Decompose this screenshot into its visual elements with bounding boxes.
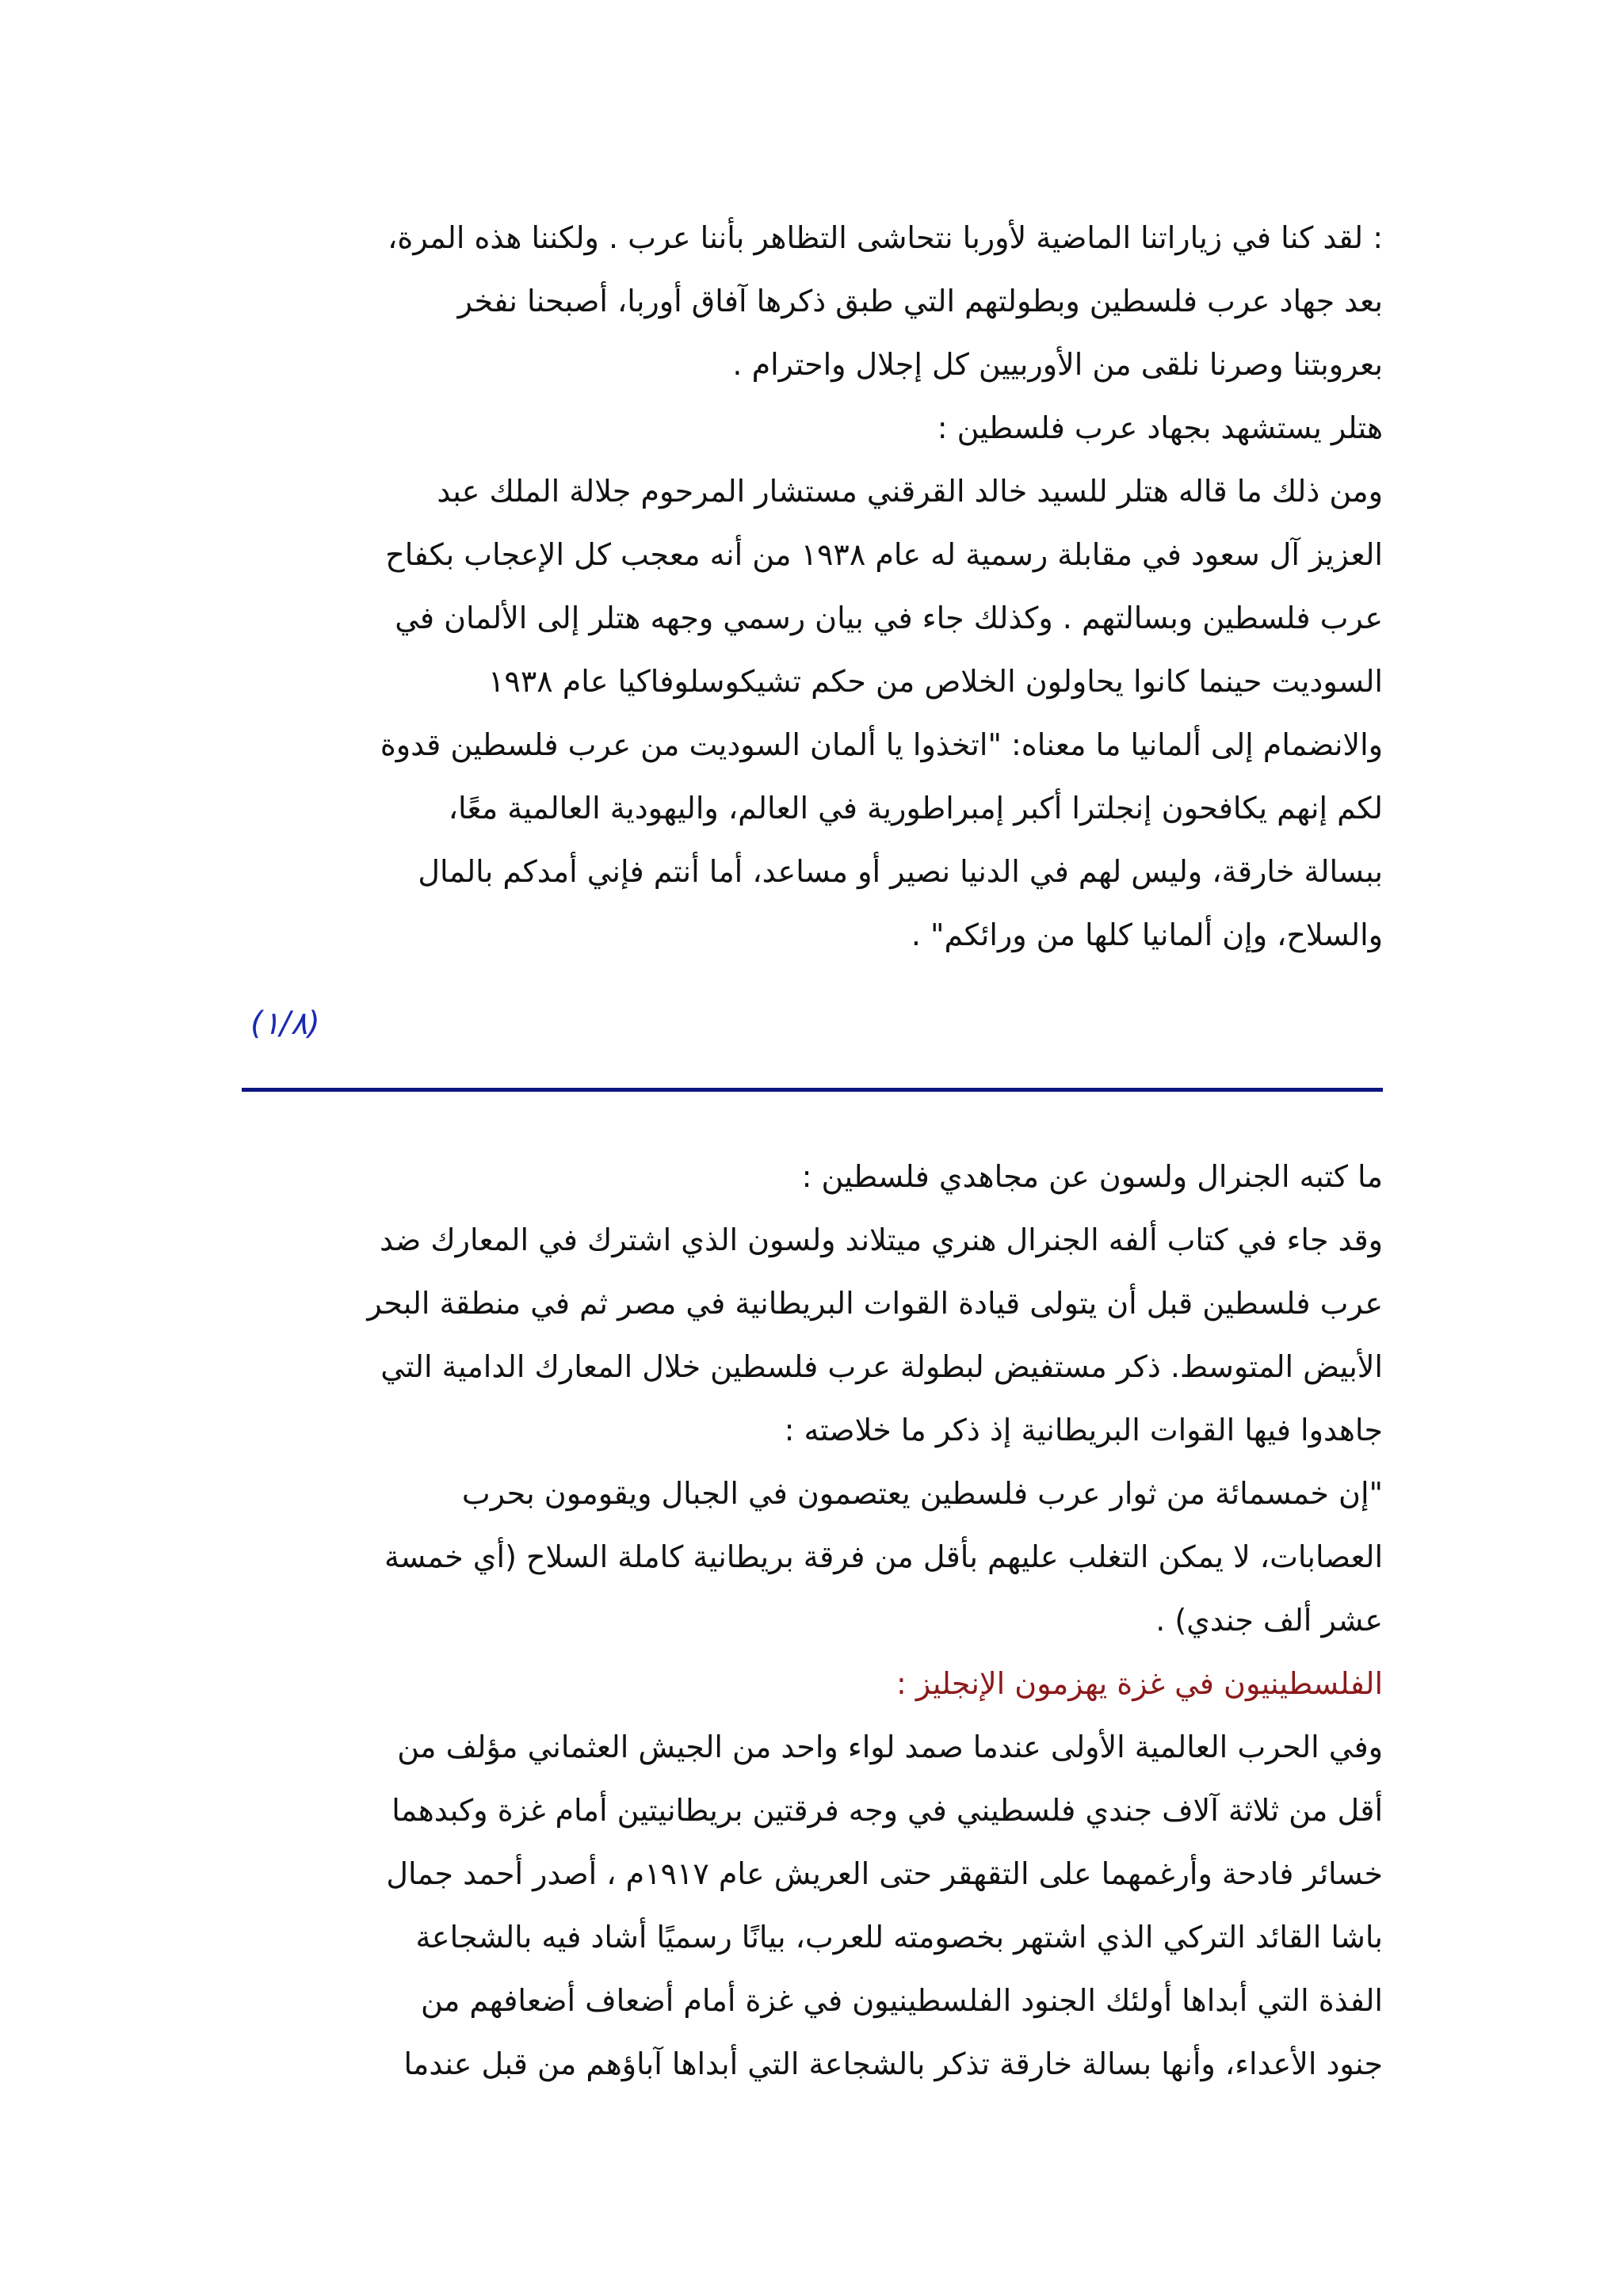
section-1-text <box>242 206 1383 967</box>
text-line: وفي الحرب العالمية الأولى عندما صمد لواء واحد من الجيش العثماني مؤلف من <box>397 1730 1383 1764</box>
page-number: (١/٨) <box>250 1005 320 1042</box>
text-line: باشا القائد التركي الذي اشتهر بخصومته للعرب، بيانًا رسميًا أشاد فيه بالشجاعة <box>415 1920 1383 1955</box>
text-line: بعد جهاد عرب فلسطين وبطولتهم التي طبق ذكرها آفاق أوربا، أصبحنا نفخر <box>457 284 1383 318</box>
subheading-wilson: ما كتبه الجنرال ولسون عن مجاهدي فلسطين : <box>801 1159 1383 1194</box>
text-line: جنود الأعداء، وأنها بسالة خارقة تذكر بالشجاعة التي أبداها آباؤهم من قبل عندما <box>403 2046 1383 2081</box>
text-line: العزيز آل سعود في مقابلة رسمية له عام ١٩٣٨ من أنه معجب كل الإعجاب بكفاح <box>385 537 1383 572</box>
subheading-hitler: هتلر يستشهد بجهاد عرب فلسطين : <box>937 410 1383 445</box>
text-line: ببسالة خارقة، وليس لهم في الدنيا نصير أو مساعد، أما أنتم فإني أمدكم بالمال <box>418 854 1383 889</box>
quote-line: العصابات، لا يمكن التغلب عليهم بأقل من فرقة بريطانية كاملة السلاح (أي خمسة <box>384 1539 1383 1574</box>
quote-line: عشر ألف جندي) . <box>1155 1603 1383 1638</box>
quote-line: "إن خمسمائة من ثوار عرب فلسطين يعتصمون في الجبال ويقومون بحرب <box>461 1476 1383 1511</box>
text-line: وقد جاء في كتاب ألفه الجنرال هنري ميتلاند ولسون الذي اشترك في المعارك ضد <box>380 1222 1383 1257</box>
text-line: عرب فلسطين قبل أن يتولى قيادة القوات البريطانية في مصر ثم في منطقة البحر <box>367 1286 1383 1321</box>
text-line: خسائر فادحة وأرغمهما على التقهقر حتى العريش عام ١٩١٧م ، أصدر أحمد جمال <box>386 1856 1383 1891</box>
text-line: والانضمام إلى ألمانيا ما معناه: "اتخذوا يا ألمان السوديت من عرب فلسطين قدوة <box>380 727 1383 762</box>
text-line: بعروبتنا وصرنا نلقى من الأوربيين كل إجلال واحترام . <box>732 347 1383 382</box>
text-line: ومن ذلك ما قاله هتلر للسيد خالد القرقني مستشار المرحوم جلالة الملك عبد <box>437 474 1383 509</box>
text-line: الأبيض المتوسط. ذكر مستفيض لبطولة عرب فلسطين خلال المعارك الدامية التي <box>380 1349 1383 1384</box>
subheading-gaza: الفلسطينيون في غزة يهزمون الإنجليز : <box>896 1666 1383 1701</box>
text-line: لكم إنهم يكافحون إنجلترا أكبر إمبراطورية في العالم، واليهودية العالمية معًا، <box>448 791 1383 826</box>
section-2-text <box>242 1145 1383 2096</box>
text-line: الفذة التي أبداها أولئك الجنود الفلسطينيون في غزة أمام أضعاف أضعافهم من <box>421 1983 1383 2018</box>
text-line: السوديت حينما كانوا يحاولون الخلاص من حكم تشيكوسلوفاكيا عام ١٩٣٨ <box>488 664 1383 699</box>
text-line: : لقد كنا في زياراتنا الماضية لأوربا نتحاشى التظاهر بأننا عرب . ولكننا هذه المرة، <box>388 220 1383 255</box>
text-line: أقل من ثلاثة آلاف جندي فلسطيني في وجه فرقتين بريطانيتين أمام غزة وكبدهما <box>391 1793 1383 1828</box>
page-divider <box>242 1088 1383 1092</box>
text-line: عرب فلسطين وبسالتهم . وكذلك جاء في بيان رسمي وجهه هتلر إلى الألمان في <box>395 601 1383 635</box>
text-line: جاهدوا فيها القوات البريطانية إذ ذكر ما خلاصته : <box>784 1413 1383 1447</box>
text-line: والسلاح، وإن ألمانيا كلها من ورائكم" . <box>911 917 1383 952</box>
